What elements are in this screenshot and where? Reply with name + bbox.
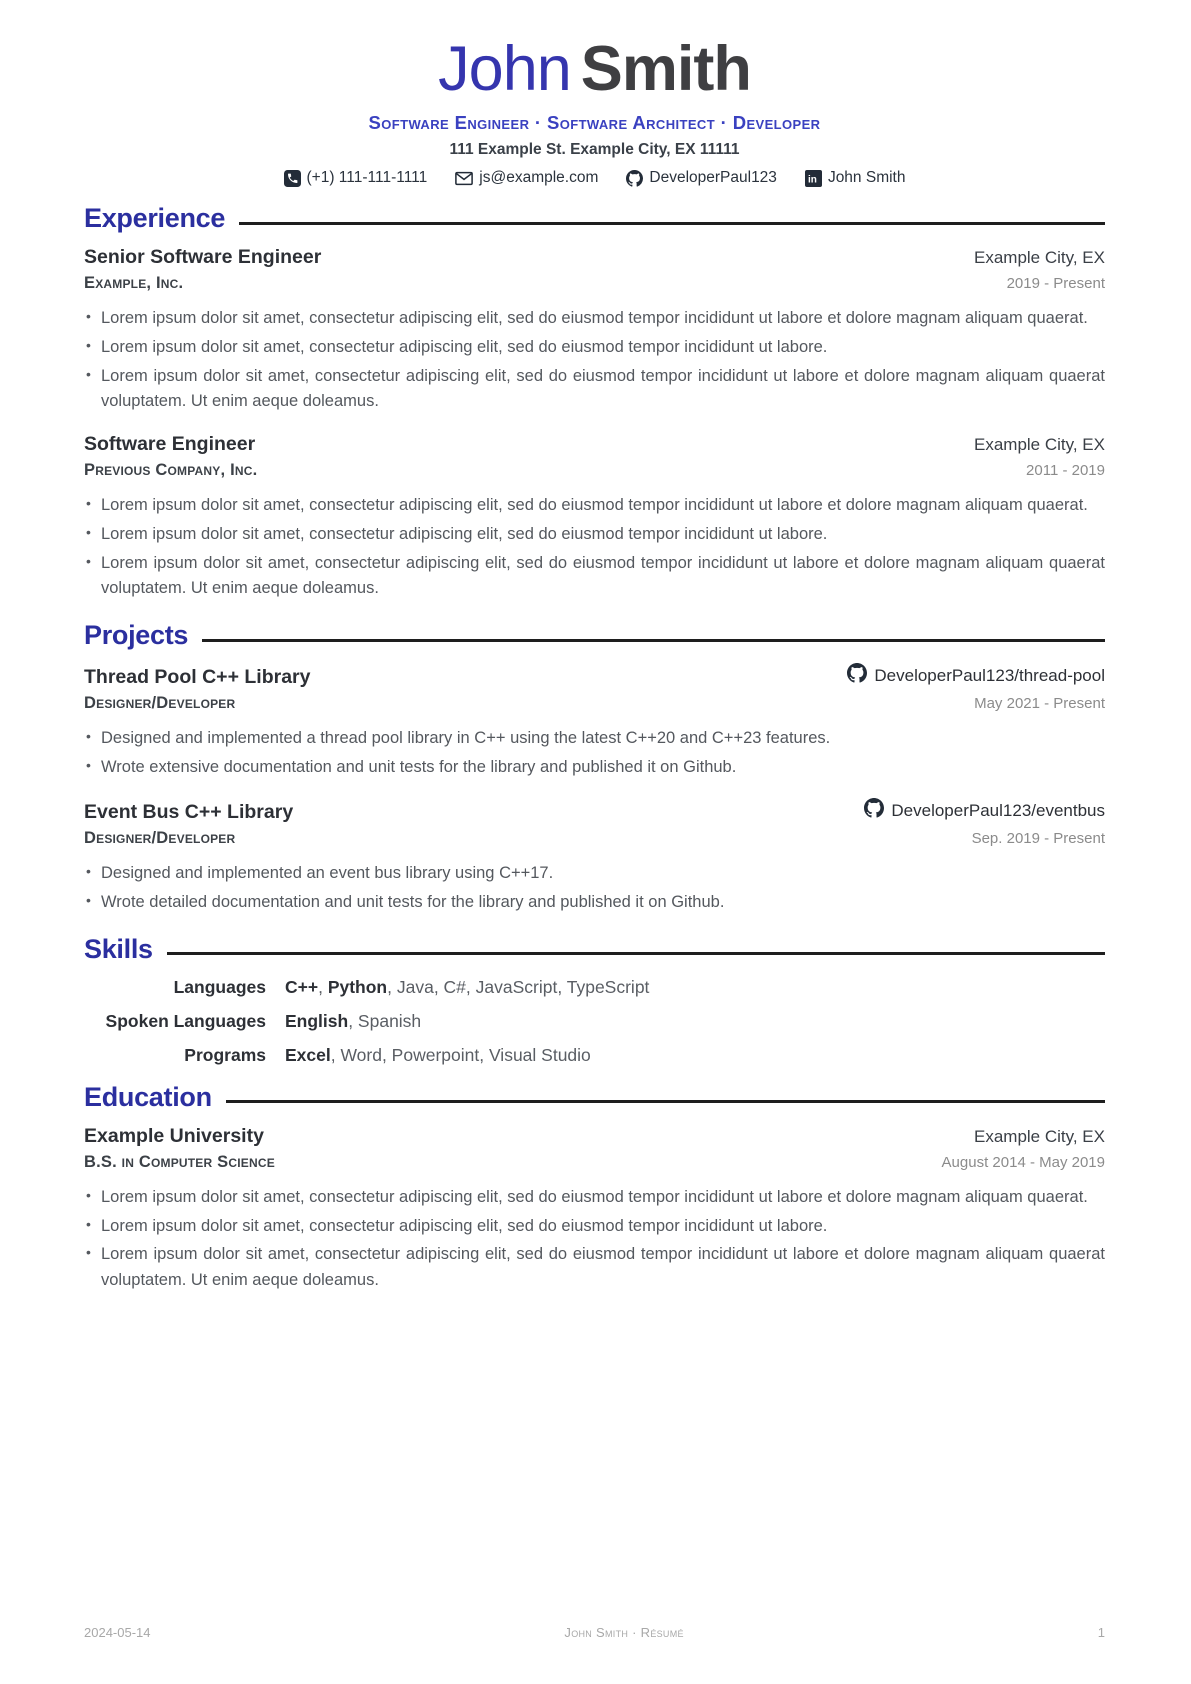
github-icon (864, 798, 884, 823)
job-location: Example City, EX (973, 435, 1105, 455)
footer-date: 2024-05-14 (84, 1625, 151, 1640)
section-rule (226, 1100, 1105, 1103)
bullet-item: • Lorem ipsum dolor sit amet, consectetur adipiscing elit, sed do eiusmod tempor incididunt ut labore et dolore magnam aliquam quaerat voluptatem. Ut enim aeque doleamus. (84, 551, 1105, 602)
company-name: Example, Inc. (84, 274, 184, 293)
skill-label: Languages (173, 976, 266, 997)
section-skills (84, 934, 1105, 1066)
school-location: Example City, EX (973, 1126, 1105, 1146)
linkedin-contact[interactable] (805, 169, 906, 187)
experience-entry (84, 433, 1105, 602)
skill-values: C++, Python, Java, C#, JavaScript, TypeScript (285, 976, 650, 997)
github-contact[interactable] (626, 169, 777, 187)
education-entry (84, 1125, 1105, 1294)
section-experience (84, 203, 1105, 602)
skill-values: English, Spanish (285, 1010, 422, 1031)
contact-row (84, 169, 1105, 187)
skill-values: Excel, Word, Powerpoint, Visual Studio (285, 1044, 591, 1065)
company-name: Previous Company, Inc. (84, 461, 258, 480)
last-name: Smith (580, 34, 751, 104)
linkedin-icon (805, 170, 822, 187)
email-icon (455, 171, 473, 186)
first-name: John (438, 34, 571, 104)
github-icon (626, 170, 643, 187)
job-bullets (84, 306, 1105, 415)
project-role: Designer/Developer (84, 829, 236, 848)
bullet-item: • Lorem ipsum dolor sit amet, consectetur adipiscing elit, sed do eiusmod tempor incididunt ut labore. (84, 522, 1105, 548)
page-footer (84, 1625, 1105, 1640)
skill-row (84, 1045, 1105, 1066)
experience-heading (84, 203, 1105, 234)
footer-title: John Smith · Résumé (564, 1625, 684, 1640)
skills-heading (84, 934, 1105, 965)
education-heading (84, 1082, 1105, 1113)
project-entry (84, 798, 1105, 915)
job-location: Example City, EX (973, 248, 1105, 268)
skills-table (84, 977, 1105, 1066)
bullet-item: • Lorem ipsum dolor sit amet, consectetur adipiscing elit, sed do eiusmod tempor incididunt ut labore et dolore magnam aliquam quaerat voluptatem. Ut enim aeque doleamus. (84, 1242, 1105, 1293)
section-title: Education (84, 1081, 212, 1112)
project-dates: Sep. 2019 - Present (971, 830, 1105, 848)
skill-row (84, 1011, 1105, 1032)
section-education (84, 1082, 1105, 1294)
project-entry (84, 663, 1105, 780)
job-title: Senior Software Engineer (84, 246, 322, 269)
project-repo-link[interactable] (847, 663, 1105, 688)
phone-icon (284, 170, 301, 187)
job-dates: 2011 - 2019 (1026, 462, 1105, 480)
project-name: Event Bus C++ Library (84, 801, 294, 824)
section-rule (202, 639, 1105, 642)
projects-heading (84, 620, 1105, 651)
education-bullets (84, 1185, 1105, 1294)
repo-name: DeveloperPaul123/eventbus (891, 800, 1105, 820)
bullet-item: • Wrote detailed documentation and unit tests for the library and published it on Github. (84, 890, 1105, 916)
project-repo-link[interactable] (864, 798, 1105, 823)
person-name (84, 36, 1105, 102)
repo-name: DeveloperPaul123/thread-pool (874, 665, 1105, 685)
section-title: Skills (84, 933, 153, 964)
phone-number: (+1) 111-111-1111 (306, 169, 428, 187)
job-bullets (84, 493, 1105, 602)
bullet-item: • Lorem ipsum dolor sit amet, consectetur adipiscing elit, sed do eiusmod tempor incididunt ut labore et dolore magnam aliquam quaerat. (84, 1185, 1105, 1211)
address: 111 Example St. Example City, EX 11111 (449, 141, 740, 159)
job-titles: Software Engineer · Software Architect · Developer (368, 112, 821, 134)
bullet-item: • Designed and implemented a thread pool library in C++ using the latest C++20 and C++23 features. (84, 726, 1105, 752)
bullet-item: • Designed and implemented an event bus library using C++17. (84, 861, 1105, 887)
job-dates: 2019 - Present (1006, 275, 1105, 293)
bullet-item: • Lorem ipsum dolor sit amet, consectetur adipiscing elit, sed do eiusmod tempor incididunt ut labore et dolore magnam aliquam quaerat. (84, 493, 1105, 519)
section-title: Experience (84, 203, 226, 234)
project-bullets (84, 861, 1105, 915)
experience-entry (84, 246, 1105, 415)
footer-page-number: 1 (1097, 1625, 1105, 1640)
job-title: Software Engineer (84, 433, 256, 456)
github-username: DeveloperPaul123 (649, 169, 777, 187)
project-name: Thread Pool C++ Library (84, 666, 311, 689)
bullet-item: • Wrote extensive documentation and unit tests for the library and published it on Github. (84, 755, 1105, 781)
project-bullets (84, 726, 1105, 780)
skill-row (84, 977, 1105, 998)
section-rule (239, 222, 1105, 225)
bullet-item: • Lorem ipsum dolor sit amet, consectetur adipiscing elit, sed do eiusmod tempor incididunt ut labore. (84, 1214, 1105, 1240)
section-rule (167, 952, 1105, 955)
education-dates: August 2014 - May 2019 (941, 1153, 1105, 1171)
project-dates: May 2021 - Present (974, 695, 1105, 713)
bullet-item: • Lorem ipsum dolor sit amet, consectetur adipiscing elit, sed do eiusmod tempor incididunt ut labore et dolore magnam aliquam quaerat voluptatem. Ut enim aeque doleamus. (84, 364, 1105, 415)
skill-label: Programs (184, 1044, 266, 1065)
resume-header (84, 36, 1105, 187)
email-address: js@example.com (479, 169, 599, 187)
degree-name: B.S. in Computer Science (84, 1152, 275, 1171)
project-role: Designer/Developer (84, 694, 236, 713)
bullet-item: • Lorem ipsum dolor sit amet, consectetur adipiscing elit, sed do eiusmod tempor incididunt ut labore et dolore magnam aliquam quaerat. (84, 306, 1105, 332)
github-icon (847, 663, 867, 688)
svg-text:in: in (807, 174, 817, 186)
phone-contact[interactable] (284, 169, 428, 187)
skill-label: Spoken Languages (105, 1010, 266, 1031)
bullet-item: • Lorem ipsum dolor sit amet, consectetur adipiscing elit, sed do eiusmod tempor incididunt ut labore. (84, 335, 1105, 361)
section-projects (84, 620, 1105, 916)
linkedin-name: John Smith (827, 169, 906, 187)
email-contact[interactable] (455, 169, 598, 187)
section-title: Projects (84, 620, 189, 651)
school-name: Example University (84, 1124, 264, 1147)
